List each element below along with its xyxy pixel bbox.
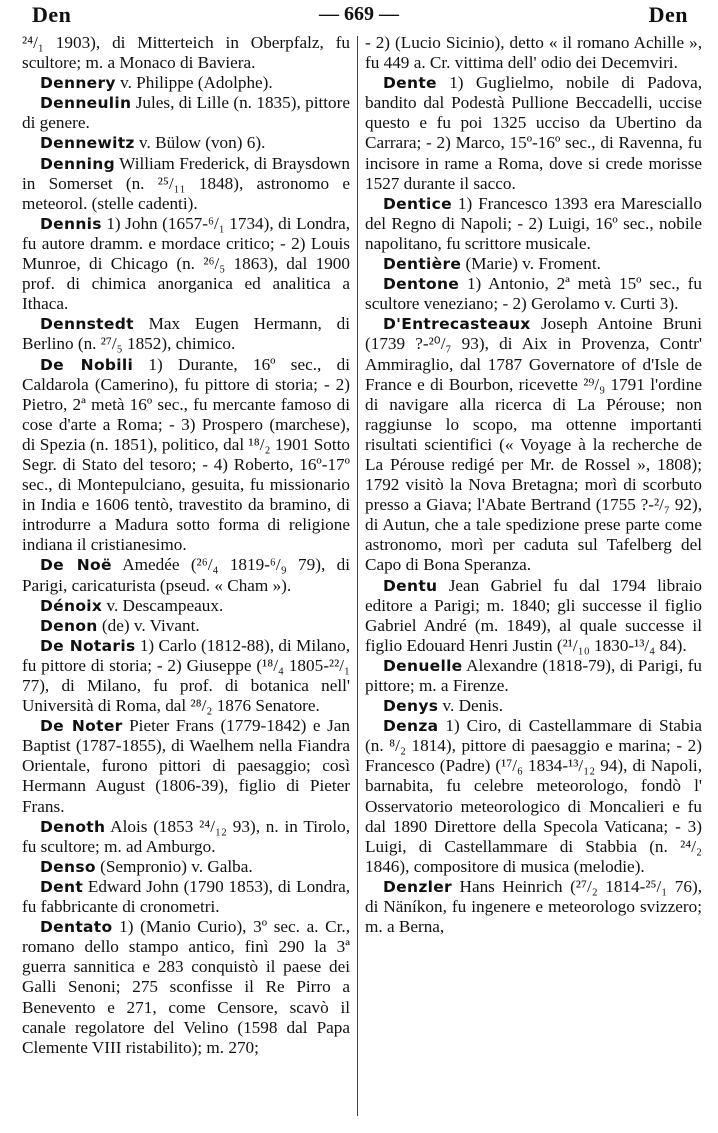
entry-text: v. Denis.: [438, 696, 504, 716]
dictionary-entry: [22, 33, 350, 73]
dictionary-entry: [365, 696, 702, 716]
entry-headword: D'Entrecasteaux: [383, 315, 531, 334]
entry-headword: Dénoix: [40, 596, 103, 615]
entry-text: Amedée (²⁶/₄ 1819-⁶/₉ 79), di Parigi, caricaturista (pseud. « Cham »).: [22, 555, 350, 595]
dictionary-entry: [22, 636, 350, 716]
entry-text: v. Descampeaux.: [102, 595, 224, 615]
running-head-right: Den: [648, 2, 688, 27]
dictionary-entry: [22, 314, 350, 354]
right-column: [365, 33, 702, 937]
entry-text: 1) Ciro, di Castellammare di Stabia (n. ⁸/₂ 1814), pittore di paesaggio e marina; - 2) Francesco (Padre) (¹⁷/₆ 1834-¹³/₁₂ 94), di Napoli, barnabita, fu celebre meteorologo, fondò l' Osservatorio meteorologico di Moncalieri e fu dal 1890 Direttore della Specola Vaticana; - 3) Luigi, di Castellammare di Stabbia (n. ²⁴/₂ 1846), compositore di musica (melodie).: [365, 716, 702, 876]
entry-headword: Denoth: [40, 817, 106, 836]
entry-text: ²⁴/₁ 1903), di Mitterteich in Oberpfalz, fu scultore; m. a Monaco di Baviera.: [22, 33, 350, 73]
entry-headword: Dennstedt: [40, 315, 134, 334]
page-header: [0, 0, 718, 32]
dictionary-entry: [22, 857, 350, 877]
entry-headword: Dentone: [383, 275, 460, 294]
entry-headword: Dennis: [40, 214, 102, 233]
entry-text: Jean Gabriel fu dal 1794 libraio editore a Parigi; m. 1840; gli successe il figlio Gabriel André (m. 1849), al quale successe il figlio Edouard Henri Justin (²¹/₁₀ 1830-¹³/₄ 84).: [365, 575, 702, 655]
dictionary-entry: [22, 917, 350, 1058]
entry-text: Max Eugen Hermann, di Berlino (n. ²⁷/₅ 1852), chimico.: [22, 314, 350, 354]
entry-headword: Dentière: [383, 255, 462, 274]
dictionary-entry: [22, 133, 350, 153]
entry-headword: Dentato: [40, 918, 113, 937]
entry-text: v. Bülow (von) 6).: [134, 133, 266, 153]
dictionary-entry: [365, 194, 702, 254]
entry-text: (Marie) v. Froment.: [461, 254, 601, 274]
entry-text: Jules, di Lille (n. 1835), pittore di genere.: [22, 93, 350, 133]
dictionary-entry: [365, 716, 702, 877]
entry-headword: Dent: [40, 877, 84, 896]
entry-text: William Frederick, di Braysdown in Somerset (n. ²⁵/₁₁ 1848), astronomo e meteorol. (stelle cadenti).: [22, 153, 350, 213]
entry-headword: Dentu: [383, 576, 438, 595]
entry-headword: Denning: [40, 154, 115, 173]
running-head-left: Den: [32, 2, 72, 27]
entry-headword: Dente: [383, 74, 437, 93]
dictionary-entry: [22, 817, 350, 857]
entry-headword: Denon: [40, 616, 98, 635]
entry-headword: De Noter: [40, 717, 123, 736]
dictionary-entry: [22, 214, 350, 314]
entry-headword: Denneulin: [40, 94, 132, 113]
entry-headword: De Noë: [40, 556, 112, 575]
dictionary-entry: [22, 616, 350, 636]
entry-headword: Denso: [40, 857, 96, 876]
entry-headword: Denys: [383, 697, 439, 716]
dictionary-entry: [22, 555, 350, 595]
entry-text: Joseph Antoine Bruni (1739 ?-²⁰/₇ 93), di Aix in Provenza, Contr' Ammiraglio, dal 1787 Governatore of d'Isle de France e di Bourbon, ricevette ²⁹/₉ 1791 l'ordine di navigare alla ricerca di La Pérouse; non raggiunse lo scopo, ma ottenne importanti risultati scientifici (« Voyage à la recherche de La Pérouse redigé per Mr. de Rossel », 1808); 1792 visitò la Nova Bretagna; morì di scorbuto presso a Giava; l'Abate Bertrand (1755 ?-²/₇ 92), di Autun, che a tale spedizione prese parte come astronomo, morì per caduta sul Tafelberg del Capo di Bona Speranza.: [365, 314, 702, 575]
dictionary-entry: [22, 596, 350, 616]
entry-headword: Denzler: [383, 877, 453, 896]
dictionary-entry: [365, 656, 702, 696]
dictionary-entry: [22, 877, 350, 917]
entry-text: 1) Carlo (1812-88), di Milano, fu pittore di storia; - 2) Giuseppe (¹⁸/₄ 1805-²²/₁ 77), di Milano, fu prof. di botanica nell' Università di Roma, dal ²⁸/₂ 1876 Senatore.: [22, 635, 350, 716]
entry-text: - 2) (Lucio Sicinio), detto « il romano Achille », fu 449 a. Cr. vittima dell' odio dei Decemviri.: [365, 33, 702, 73]
entry-headword: Denuelle: [383, 656, 463, 675]
entry-text: 1) Guglielmo, nobile di Padova, bandito dal Podestà Pullione Beccadelli, uccise questo e fu poi 1325 ucciso da Ubertino da Carrara; - 2) Marco, 15º-16º sec., di Ravenna, fu incisore in rame a Roma, dove si crede morisse 1527 durante il sacco.: [365, 73, 702, 193]
column-divider: [357, 36, 358, 1116]
entry-text: 1) John (1657-⁶/₁ 1734), di Londra, fu autore dramm. e mordace critico; - 2) Louis Munroe, di Chicago (n. ²⁶/₅ 1863), dal 1900 prof. di chimica anorganica ed analitica a Ithaca.: [22, 213, 350, 314]
dictionary-entry: [22, 355, 350, 556]
entry-text: Edward John (1790 1853), di Londra, fu fabbricante di cronometri.: [22, 876, 350, 917]
entry-text: v. Philippe (Adolphe).: [115, 73, 273, 93]
entry-text: 1) (Manio Curio), 3º sec. a. Cr., romano dello stampo antico, finì 290 la 3ª guerra sannitica e 283 conquistò il paese dei Galli Senoni; 275 sconfisse il Re Pirro a Benevento e 271, come Censore, scavò il canale regolatore del Velino (1598 dal Papa Clemente VIII ristabilito); m. 270;: [22, 917, 350, 1057]
entry-headword: Dennery: [40, 74, 116, 93]
dictionary-entry: [365, 254, 702, 274]
page-number: — 669 —: [319, 3, 399, 25]
dictionary-entry: [365, 73, 702, 194]
left-column: [22, 33, 350, 1058]
dictionary-entry: [22, 154, 350, 214]
entry-headword: De Nobili: [40, 355, 134, 374]
dictionary-entry: [365, 314, 702, 575]
entry-text: Alexandre (1818-79), di Parigi, fu pittore; m. a Firenze.: [365, 655, 702, 695]
dictionary-entry: [365, 33, 702, 73]
entry-headword: Dentice: [383, 194, 452, 213]
dictionary-entry: [22, 93, 350, 133]
dictionary-entry: [365, 274, 702, 314]
entry-text: Pieter Frans (1779-1842) e Jan Baptist (1787-1855), di Waelhem nella Fiandra Orientale, furono pittori di paesaggio; così Hermann August (1806-39), figlio di Pieter Frans.: [22, 716, 350, 816]
dictionary-entry: [365, 576, 702, 656]
dictionary-entry: [22, 716, 350, 816]
entry-text: Hans Heinrich (²⁷/₂ 1814-²⁵/₁ 76), di Näníkon, fu ingenere e meteorologo svizzero; m. a Berna,: [365, 876, 702, 937]
entry-text: (de) v. Vivant.: [97, 615, 200, 635]
entry-headword: De Notaris: [40, 636, 136, 655]
entry-text: 1) Durante, 16º sec., di Caldarola (Camerino), fu pittore di storia; - 2) Pietro, 2ª metà 16º sec., fu mercante famoso di cose d'arte a Roma; - 3) Prospero (marchese), di Spezia (n. 1851), politico, dal ¹⁸/₂ 1901 Sotto Segr. di Stato del tesoro; - 4) Roberto, 16º-17º sec., di Montepulciano, gesuita, fu missionario in India e 1606 tentò, travestito da bramino, di introdurre a Madura sotto forma di religione indiana il cristianesimo.: [22, 354, 350, 555]
dictionary-entry: [22, 73, 350, 93]
entry-headword: Denza: [383, 717, 439, 736]
entry-headword: Dennewitz: [40, 134, 135, 153]
entry-text: 1) Antonio, 2ª metà 15º sec., fu scultore veneziano; - 2) Gerolamo v. Curti 3).: [365, 274, 702, 314]
entry-text: Alois (1853 ²⁴/₁₂ 93), n. in Tirolo, fu scultore; m. ad Amburgo.: [22, 816, 350, 856]
entry-text: 1) Francesco 1393 era Maresciallo del Regno di Napoli; - 2) Luigi, 16º sec., nobile napolitano, fu scrittore musicale.: [365, 193, 702, 253]
dictionary-entry: [365, 877, 702, 937]
entry-text: (Sempronio) v. Galba.: [95, 856, 253, 876]
